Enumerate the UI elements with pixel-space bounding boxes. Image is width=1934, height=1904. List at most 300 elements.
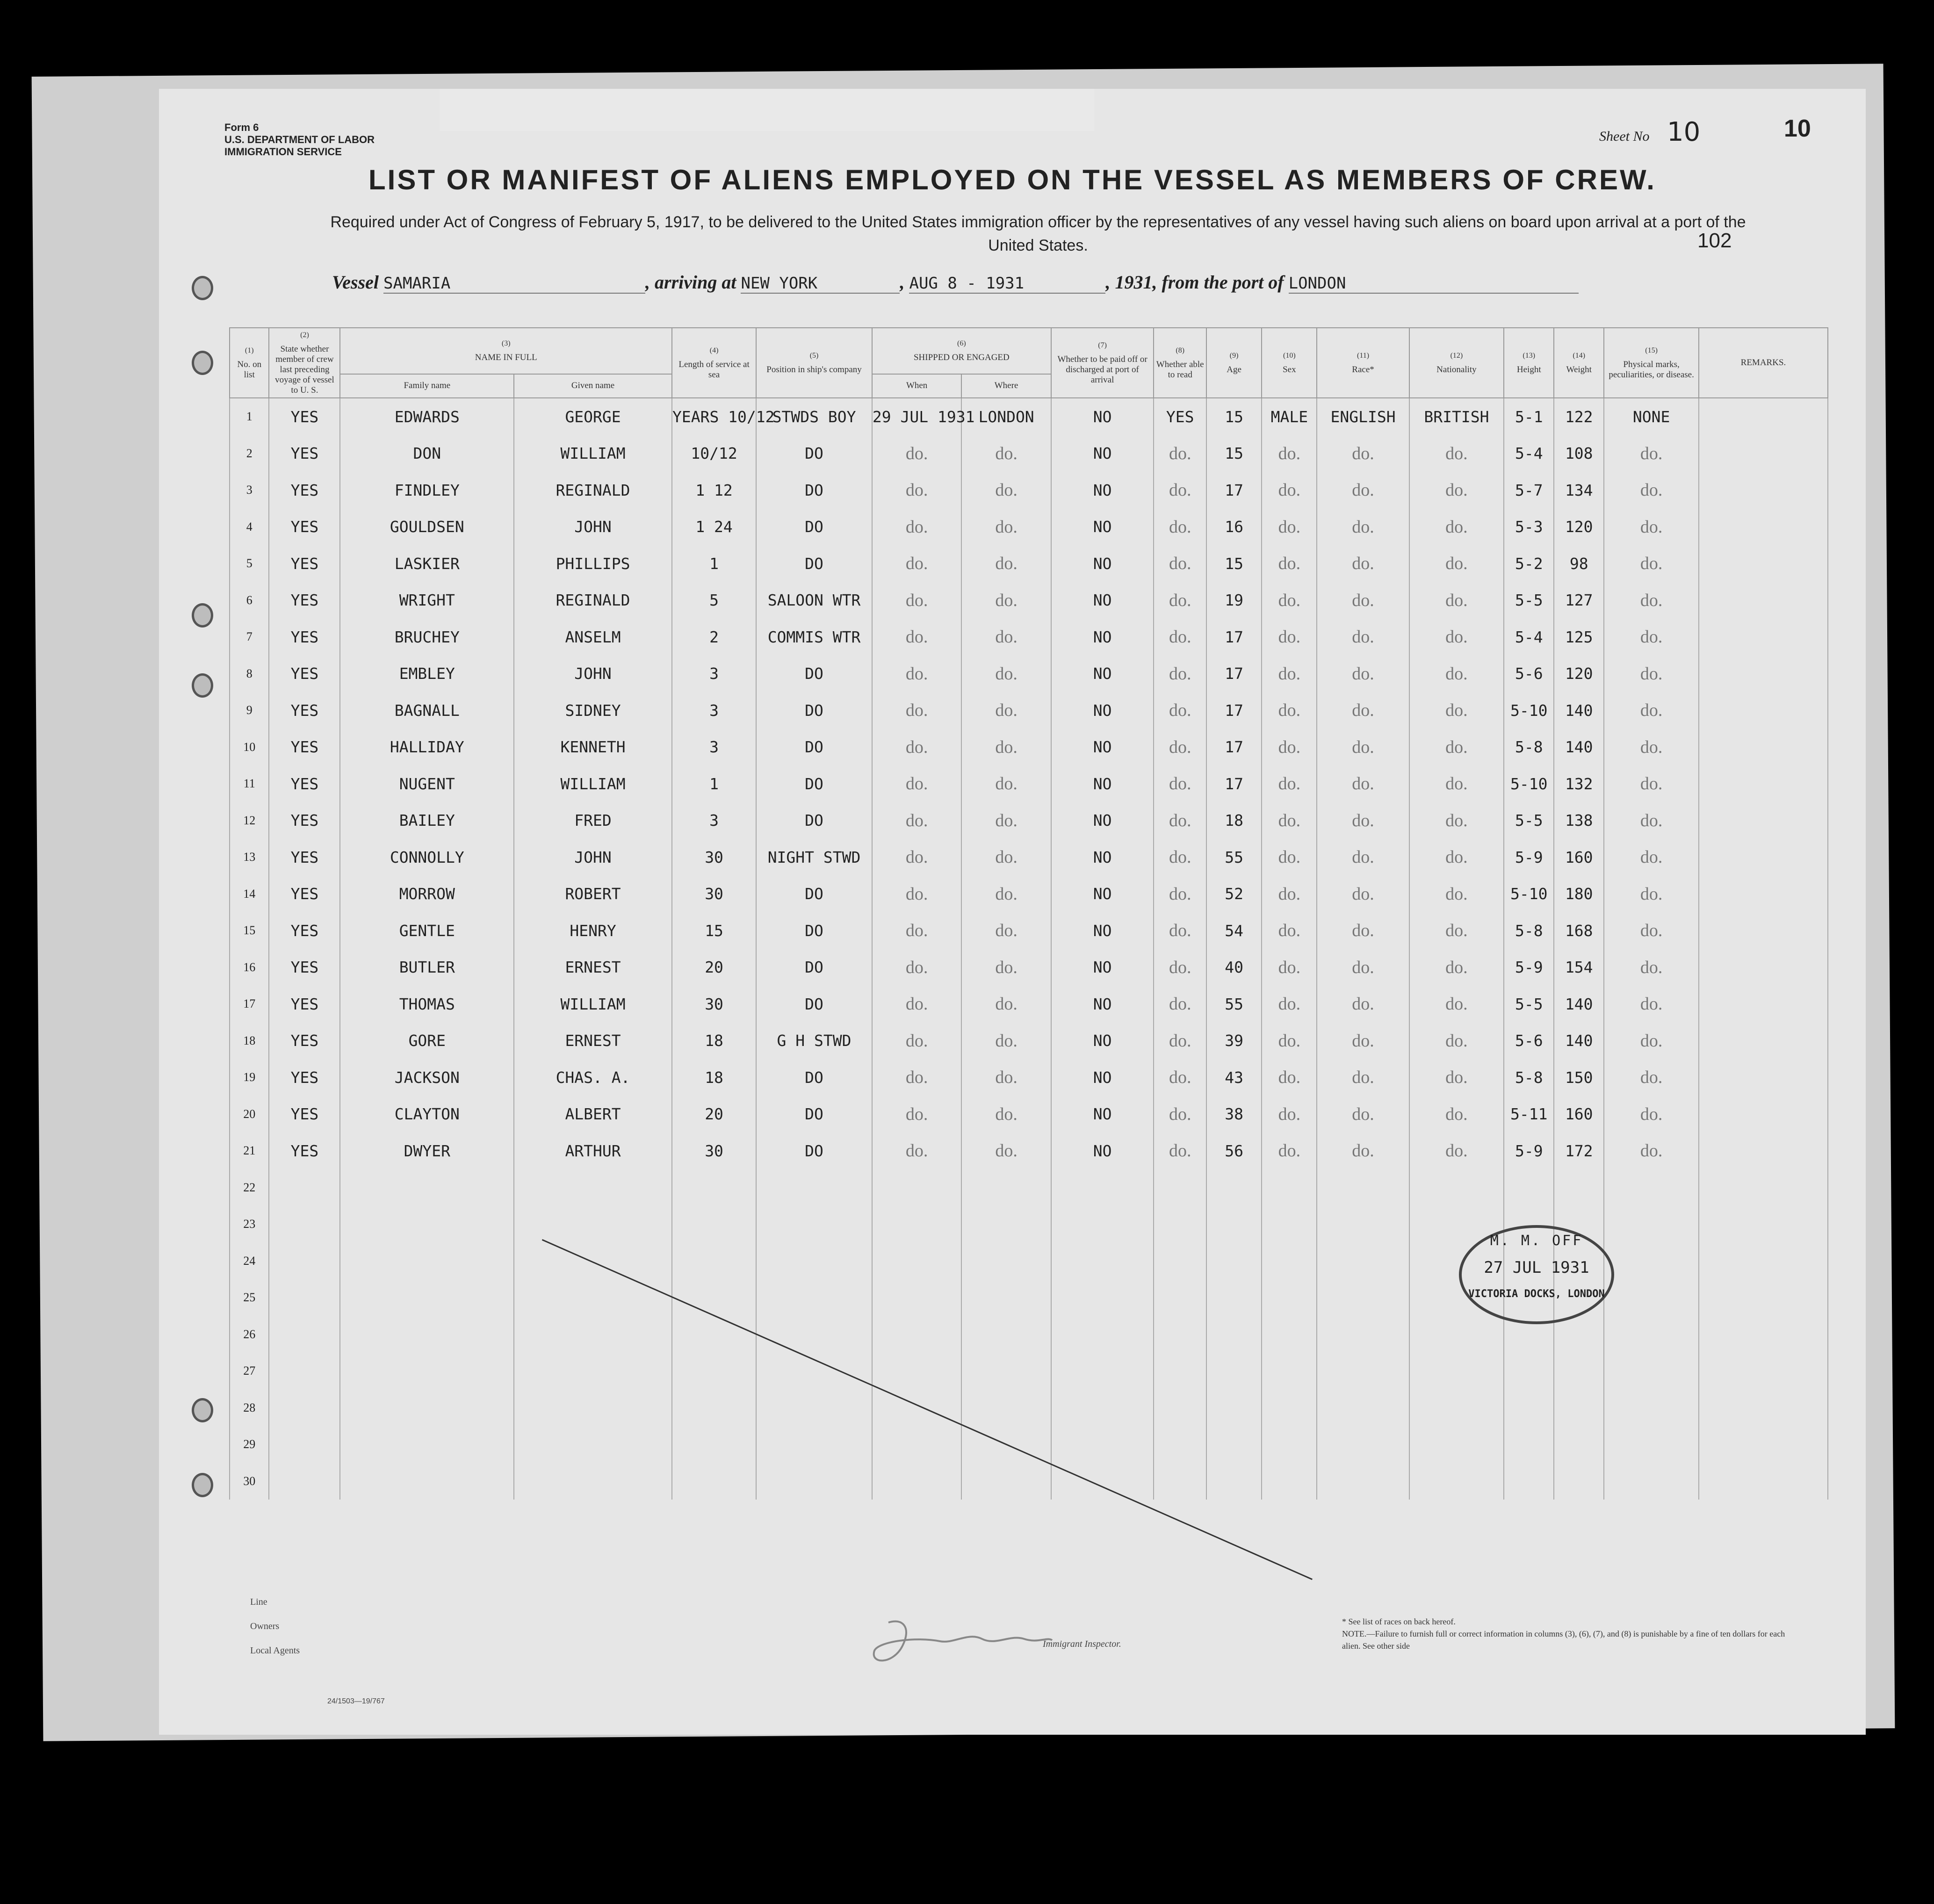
weight-cell: 120 <box>1554 656 1604 692</box>
table-row <box>230 1132 1828 1169</box>
engaged-when-cell: do. <box>872 1023 961 1060</box>
engaged-where-cell: do. <box>961 1059 1051 1096</box>
position-cell: DO <box>756 509 872 546</box>
col-sex-header: (10) Sex <box>1262 328 1317 398</box>
nationality-cell: do. <box>1409 509 1504 546</box>
weight-cell: 140 <box>1554 729 1604 766</box>
paid-off-cell: NO <box>1051 802 1154 839</box>
given-name-cell <box>514 1169 672 1206</box>
sheet-value: 10 <box>1667 117 1701 147</box>
nationality-cell: do. <box>1409 1059 1504 1096</box>
given-name-cell: ROBERT <box>514 876 672 913</box>
height-cell: 5-10 <box>1504 876 1554 913</box>
service-length-cell: 30 <box>672 839 756 876</box>
previous-voyage-cell <box>269 1426 340 1463</box>
physical-marks-cell: do. <box>1604 839 1699 876</box>
paid-off-cell: NO <box>1051 545 1154 582</box>
engaged-where-cell: do. <box>961 435 1051 472</box>
able-to-read-cell: do. <box>1154 729 1206 766</box>
age-cell <box>1206 1206 1262 1243</box>
previous-voyage-cell: YES <box>269 398 340 435</box>
given-name-cell: ERNEST <box>514 949 672 986</box>
remarks-cell <box>1699 509 1828 546</box>
sex-cell <box>1262 1390 1317 1427</box>
row-number-cell: 15 <box>230 912 269 949</box>
stamp-date: 27 JUL 1931 <box>1484 1258 1589 1277</box>
position-cell: DO <box>756 949 872 986</box>
weight-cell: 180 <box>1554 876 1604 913</box>
race-cell: do. <box>1317 692 1409 729</box>
able-to-read-cell: do. <box>1154 912 1206 949</box>
table-row <box>230 1426 1828 1463</box>
race-cell: do. <box>1317 1023 1409 1060</box>
remarks-cell <box>1699 1169 1828 1206</box>
engaged-where-cell <box>961 1316 1051 1353</box>
engaged-when-cell: do. <box>872 656 961 692</box>
vessel-label: Vessel <box>332 272 379 293</box>
family-name-cell: GENTLE <box>340 912 514 949</box>
row-number-cell: 13 <box>230 839 269 876</box>
col-age-header: (9) Age <box>1206 328 1262 398</box>
col-where-header: Where <box>961 374 1051 398</box>
able-to-read-cell <box>1154 1169 1206 1206</box>
family-name-cell: GOULDSEN <box>340 509 514 546</box>
weight-cell: 138 <box>1554 802 1604 839</box>
given-name-cell <box>514 1206 672 1243</box>
document-title: LIST OR MANIFEST OF ALIENS EMPLOYED ON THE VESSEL AS MEMBERS OF CREW. <box>368 164 1656 195</box>
col-race-header: (11) Race* <box>1317 328 1409 398</box>
physical-marks-cell: do. <box>1604 912 1699 949</box>
given-name-cell: JOHN <box>514 839 672 876</box>
engaged-where-cell: do. <box>961 472 1051 509</box>
paid-off-cell: NO <box>1051 1059 1154 1096</box>
paid-off-cell: NO <box>1051 692 1154 729</box>
table-row <box>230 839 1828 876</box>
sex-cell: do. <box>1262 619 1317 656</box>
nationality-cell <box>1409 1463 1504 1500</box>
height-cell: 5-2 <box>1504 545 1554 582</box>
arrival-date: AUG 8 - 1931 <box>909 274 1105 294</box>
age-cell: 17 <box>1206 765 1262 802</box>
engaged-when-cell: do. <box>872 765 961 802</box>
age-cell: 55 <box>1206 839 1262 876</box>
family-name-cell <box>340 1243 514 1280</box>
able-to-read-cell: do. <box>1154 509 1206 546</box>
nationality-cell: do. <box>1409 839 1504 876</box>
age-cell <box>1206 1463 1262 1500</box>
row-number-cell: 14 <box>230 876 269 913</box>
family-name-cell <box>340 1206 514 1243</box>
physical-marks-cell: do. <box>1604 876 1699 913</box>
row-number-cell: 3 <box>230 472 269 509</box>
engaged-when-cell: do. <box>872 619 961 656</box>
footer-notes <box>1342 1616 1800 1652</box>
row-number-cell: 30 <box>230 1463 269 1500</box>
punch-hole <box>192 276 213 300</box>
engaged-where-cell <box>961 1279 1051 1316</box>
family-name-cell: HALLIDAY <box>340 729 514 766</box>
age-cell: 38 <box>1206 1096 1262 1133</box>
engaged-where-cell: do. <box>961 619 1051 656</box>
race-cell <box>1317 1279 1409 1316</box>
row-number-cell: 24 <box>230 1243 269 1280</box>
nationality-cell <box>1409 1426 1504 1463</box>
position-cell: SALOON WTR <box>756 582 872 619</box>
age-cell: 17 <box>1206 656 1262 692</box>
col-weight-header: (14) Weight <box>1554 328 1604 398</box>
given-name-cell: JOHN <box>514 509 672 546</box>
sex-cell <box>1262 1426 1317 1463</box>
service-length-cell <box>672 1426 756 1463</box>
remarks-cell <box>1699 839 1828 876</box>
col-service-header: (4) Length of service at sea <box>672 328 756 398</box>
given-name-cell <box>514 1426 672 1463</box>
position-cell <box>756 1169 872 1206</box>
service-length-cell: 1 <box>672 545 756 582</box>
service-length-cell: 18 <box>672 1059 756 1096</box>
row-number-cell: 19 <box>230 1059 269 1096</box>
race-cell: do. <box>1317 876 1409 913</box>
previous-voyage-cell: YES <box>269 619 340 656</box>
age-cell <box>1206 1390 1262 1427</box>
service-length-cell: 18 <box>672 1023 756 1060</box>
height-cell <box>1504 1353 1554 1390</box>
punch-hole <box>192 1398 213 1422</box>
departure-port: LONDON <box>1289 274 1579 294</box>
engaged-when-cell: do. <box>872 949 961 986</box>
paid-off-cell: NO <box>1051 765 1154 802</box>
row-number-cell: 8 <box>230 656 269 692</box>
given-name-cell: ARTHUR <box>514 1132 672 1169</box>
header-row <box>230 328 1828 374</box>
vessel-name: SAMARIA <box>383 274 645 294</box>
remarks-cell <box>1699 619 1828 656</box>
engaged-where-cell <box>961 1390 1051 1427</box>
position-cell: NIGHT STWD <box>756 839 872 876</box>
remarks-cell <box>1699 1426 1828 1463</box>
sex-cell: do. <box>1262 912 1317 949</box>
remarks-cell <box>1699 582 1828 619</box>
nationality-cell: BRITISH <box>1409 398 1504 435</box>
service-length-cell: 15 <box>672 912 756 949</box>
sex-cell: do. <box>1262 472 1317 509</box>
height-cell: 5-10 <box>1504 692 1554 729</box>
position-cell: DO <box>756 1059 872 1096</box>
engaged-where-cell: LONDON <box>961 398 1051 435</box>
age-cell: 17 <box>1206 729 1262 766</box>
paid-off-cell: NO <box>1051 656 1154 692</box>
weight-cell: 134 <box>1554 472 1604 509</box>
previous-voyage-cell <box>269 1353 340 1390</box>
remarks-cell <box>1699 1243 1828 1280</box>
sex-cell <box>1262 1169 1317 1206</box>
paid-off-cell: NO <box>1051 912 1154 949</box>
engaged-when-cell: do. <box>872 1096 961 1133</box>
height-cell: 5-6 <box>1504 1023 1554 1060</box>
row-number-cell: 10 <box>230 729 269 766</box>
crew-rows <box>230 398 1828 1500</box>
previous-voyage-cell: YES <box>269 876 340 913</box>
physical-marks-cell: do. <box>1604 949 1699 986</box>
age-cell: 17 <box>1206 692 1262 729</box>
family-name-cell: CONNOLLY <box>340 839 514 876</box>
previous-voyage-cell: YES <box>269 986 340 1023</box>
height-cell <box>1504 1426 1554 1463</box>
paid-off-cell: NO <box>1051 582 1154 619</box>
paid-off-cell <box>1051 1206 1154 1243</box>
nationality-cell <box>1409 1390 1504 1427</box>
race-cell: do. <box>1317 619 1409 656</box>
service-length-cell: 1 24 <box>672 509 756 546</box>
age-cell: 54 <box>1206 912 1262 949</box>
sex-cell <box>1262 1316 1317 1353</box>
position-cell: DO <box>756 765 872 802</box>
paid-off-cell <box>1051 1316 1154 1353</box>
table-row <box>230 729 1828 766</box>
engaged-when-cell: do. <box>872 802 961 839</box>
weight-cell: 140 <box>1554 692 1604 729</box>
engaged-when-cell <box>872 1169 961 1206</box>
row-number-cell: 25 <box>230 1279 269 1316</box>
nationality-cell: do. <box>1409 1023 1504 1060</box>
col-family-name-header: Family name <box>340 374 514 398</box>
remarks-cell <box>1699 1390 1828 1427</box>
paper-tab <box>440 89 1094 131</box>
engaged-where-cell: do. <box>961 692 1051 729</box>
paid-off-cell <box>1051 1426 1154 1463</box>
physical-marks-cell: do. <box>1604 1096 1699 1133</box>
table-row <box>230 765 1828 802</box>
family-name-cell: BAILEY <box>340 802 514 839</box>
remarks-cell <box>1699 656 1828 692</box>
previous-voyage-cell: YES <box>269 729 340 766</box>
engaged-where-cell: do. <box>961 509 1051 546</box>
engaged-when-cell <box>872 1390 961 1427</box>
stamp-location: VICTORIA DOCKS, LONDON <box>1468 1288 1605 1300</box>
race-cell: do. <box>1317 1059 1409 1096</box>
previous-voyage-cell: YES <box>269 582 340 619</box>
engaged-where-cell: do. <box>961 765 1051 802</box>
paid-off-cell <box>1051 1279 1154 1316</box>
position-cell: DO <box>756 1132 872 1169</box>
service-length-cell: 3 <box>672 729 756 766</box>
able-to-read-cell: do. <box>1154 582 1206 619</box>
position-cell <box>756 1353 872 1390</box>
vessel-line: Vessel SAMARIA , arriving at NEW YORK , AUG 8 - 1931 , 1931, from the port of LONDON <box>332 271 1579 294</box>
table-row <box>230 435 1828 472</box>
remarks-cell <box>1699 435 1828 472</box>
engaged-where-cell: do. <box>961 1096 1051 1133</box>
document-subtitle: Required under Act of Congress of February 5, 1917, to be delivered to the United States immigration officer by the representatives of any vessel having such aliens on board upon arrival at a port of the United States. <box>330 213 1746 254</box>
footer-fields <box>250 1590 300 1663</box>
sex-cell <box>1262 1206 1317 1243</box>
remarks-cell <box>1699 1463 1828 1500</box>
remarks-cell <box>1699 765 1828 802</box>
height-cell: 5-1 <box>1504 398 1554 435</box>
given-name-cell: ALBERT <box>514 1096 672 1133</box>
engaged-when-cell: do. <box>872 692 961 729</box>
service-line: IMMIGRATION SERVICE <box>224 146 342 158</box>
age-cell <box>1206 1279 1262 1316</box>
able-to-read-cell: do. <box>1154 545 1206 582</box>
line-field: Line <box>250 1597 267 1607</box>
able-to-read-cell <box>1154 1316 1206 1353</box>
physical-marks-cell: do. <box>1604 619 1699 656</box>
row-number-cell: 17 <box>230 986 269 1023</box>
previous-voyage-cell: YES <box>269 1096 340 1133</box>
sex-cell: do. <box>1262 582 1317 619</box>
physical-marks-cell: do. <box>1604 1059 1699 1096</box>
able-to-read-cell <box>1154 1279 1206 1316</box>
sheet-label: Sheet No <box>1599 129 1650 144</box>
weight-cell: 160 <box>1554 1096 1604 1133</box>
physical-marks-cell: do. <box>1604 1023 1699 1060</box>
position-cell <box>756 1279 872 1316</box>
service-length-cell: 2 <box>672 619 756 656</box>
paid-off-cell: NO <box>1051 472 1154 509</box>
col-position-header: (5) Position in ship's company <box>756 328 872 398</box>
weight-cell: 122 <box>1554 398 1604 435</box>
engaged-when-cell <box>872 1426 961 1463</box>
paid-off-cell <box>1051 1353 1154 1390</box>
family-name-cell: DWYER <box>340 1132 514 1169</box>
previous-voyage-cell: YES <box>269 435 340 472</box>
table-row <box>230 1353 1828 1390</box>
remarks-cell <box>1699 729 1828 766</box>
able-to-read-cell: do. <box>1154 1096 1206 1133</box>
previous-voyage-cell <box>269 1169 340 1206</box>
punch-hole <box>192 1473 213 1497</box>
family-name-cell <box>340 1169 514 1206</box>
able-to-read-cell: do. <box>1154 802 1206 839</box>
nationality-cell: do. <box>1409 949 1504 986</box>
service-length-cell <box>672 1316 756 1353</box>
weight-cell <box>1554 1390 1604 1427</box>
family-name-cell: EDWARDS <box>340 398 514 435</box>
able-to-read-cell: do. <box>1154 472 1206 509</box>
previous-voyage-cell <box>269 1390 340 1427</box>
row-number-cell: 12 <box>230 802 269 839</box>
paid-off-cell <box>1051 1243 1154 1280</box>
family-name-cell: NUGENT <box>340 765 514 802</box>
weight-cell <box>1554 1463 1604 1500</box>
height-cell: 5-3 <box>1504 509 1554 546</box>
physical-marks-cell: do. <box>1604 509 1699 546</box>
sex-cell: do. <box>1262 765 1317 802</box>
sex-cell: do. <box>1262 435 1317 472</box>
position-cell: DO <box>756 912 872 949</box>
year-prefix: , 19 <box>1105 272 1134 293</box>
engaged-when-cell: 29 JUL 1931 <box>872 398 961 435</box>
family-name-cell: THOMAS <box>340 986 514 1023</box>
previous-voyage-cell <box>269 1243 340 1280</box>
remarks-cell <box>1699 692 1828 729</box>
engaged-when-cell: do. <box>872 986 961 1023</box>
sex-cell <box>1262 1279 1317 1316</box>
weight-cell: 140 <box>1554 986 1604 1023</box>
nationality-cell: do. <box>1409 765 1504 802</box>
nationality-cell: do. <box>1409 912 1504 949</box>
physical-marks-cell <box>1604 1169 1699 1206</box>
age-cell: 40 <box>1206 949 1262 986</box>
position-cell: DO <box>756 876 872 913</box>
table-row <box>230 1169 1828 1206</box>
engaged-when-cell <box>872 1463 961 1500</box>
row-number-cell: 16 <box>230 949 269 986</box>
age-cell: 43 <box>1206 1059 1262 1096</box>
table-row <box>230 1059 1828 1096</box>
form-code: 24/1503—19/767 <box>327 1697 385 1705</box>
engaged-when-cell: do. <box>872 1059 961 1096</box>
service-length-cell <box>672 1390 756 1427</box>
race-cell: do. <box>1317 802 1409 839</box>
height-cell: 5-8 <box>1504 1059 1554 1096</box>
age-cell <box>1206 1426 1262 1463</box>
service-length-cell: 1 12 <box>672 472 756 509</box>
race-cell: do. <box>1317 1096 1409 1133</box>
table-row <box>230 1390 1828 1427</box>
able-to-read-cell <box>1154 1426 1206 1463</box>
family-name-cell <box>340 1426 514 1463</box>
position-cell <box>756 1243 872 1280</box>
height-cell <box>1504 1390 1554 1427</box>
inspector-label: Immigrant Inspector. <box>1043 1639 1121 1649</box>
paid-off-cell: NO <box>1051 986 1154 1023</box>
previous-voyage-cell: YES <box>269 912 340 949</box>
able-to-read-cell: do. <box>1154 986 1206 1023</box>
race-cell <box>1317 1206 1409 1243</box>
family-name-cell <box>340 1463 514 1500</box>
position-cell: DO <box>756 1096 872 1133</box>
service-length-cell <box>672 1353 756 1390</box>
given-name-cell: HENRY <box>514 912 672 949</box>
race-cell: do. <box>1317 472 1409 509</box>
paid-off-cell: NO <box>1051 876 1154 913</box>
penalty-note: NOTE.—Failure to furnish full or correct information in columns (3), (6), (7), and (8) is punishable by a fine of ten dollars for each alien. See other side <box>1342 1629 1785 1651</box>
service-length-cell: 5 <box>672 582 756 619</box>
age-cell <box>1206 1169 1262 1206</box>
age-cell: 55 <box>1206 986 1262 1023</box>
table-row <box>230 582 1828 619</box>
family-name-cell: FINDLEY <box>340 472 514 509</box>
punch-hole <box>192 673 213 698</box>
service-length-cell: 3 <box>672 802 756 839</box>
physical-marks-cell <box>1604 1243 1699 1280</box>
row-number-cell: 22 <box>230 1169 269 1206</box>
race-cell: do. <box>1317 729 1409 766</box>
nationality-cell <box>1409 1169 1504 1206</box>
given-name-cell: SIDNEY <box>514 692 672 729</box>
stamp-office: M. M. OFF <box>1490 1233 1583 1249</box>
physical-marks-cell: do. <box>1604 1132 1699 1169</box>
previous-voyage-cell: YES <box>269 1132 340 1169</box>
table-row <box>230 656 1828 692</box>
physical-marks-cell: do. <box>1604 765 1699 802</box>
col-height-header: (13) Height <box>1504 328 1554 398</box>
family-name-cell: JACKSON <box>340 1059 514 1096</box>
remarks-cell <box>1699 1059 1828 1096</box>
engaged-when-cell: do. <box>872 1132 961 1169</box>
paid-off-cell: NO <box>1051 1023 1154 1060</box>
given-name-cell: JOHN <box>514 656 672 692</box>
able-to-read-cell <box>1154 1463 1206 1500</box>
previous-voyage-cell <box>269 1463 340 1500</box>
col-name-header: (3) NAME IN FULL <box>340 328 671 374</box>
able-to-read-cell <box>1154 1390 1206 1427</box>
sex-cell: do. <box>1262 729 1317 766</box>
paid-off-cell: NO <box>1051 1132 1154 1169</box>
engaged-where-cell: do. <box>961 839 1051 876</box>
